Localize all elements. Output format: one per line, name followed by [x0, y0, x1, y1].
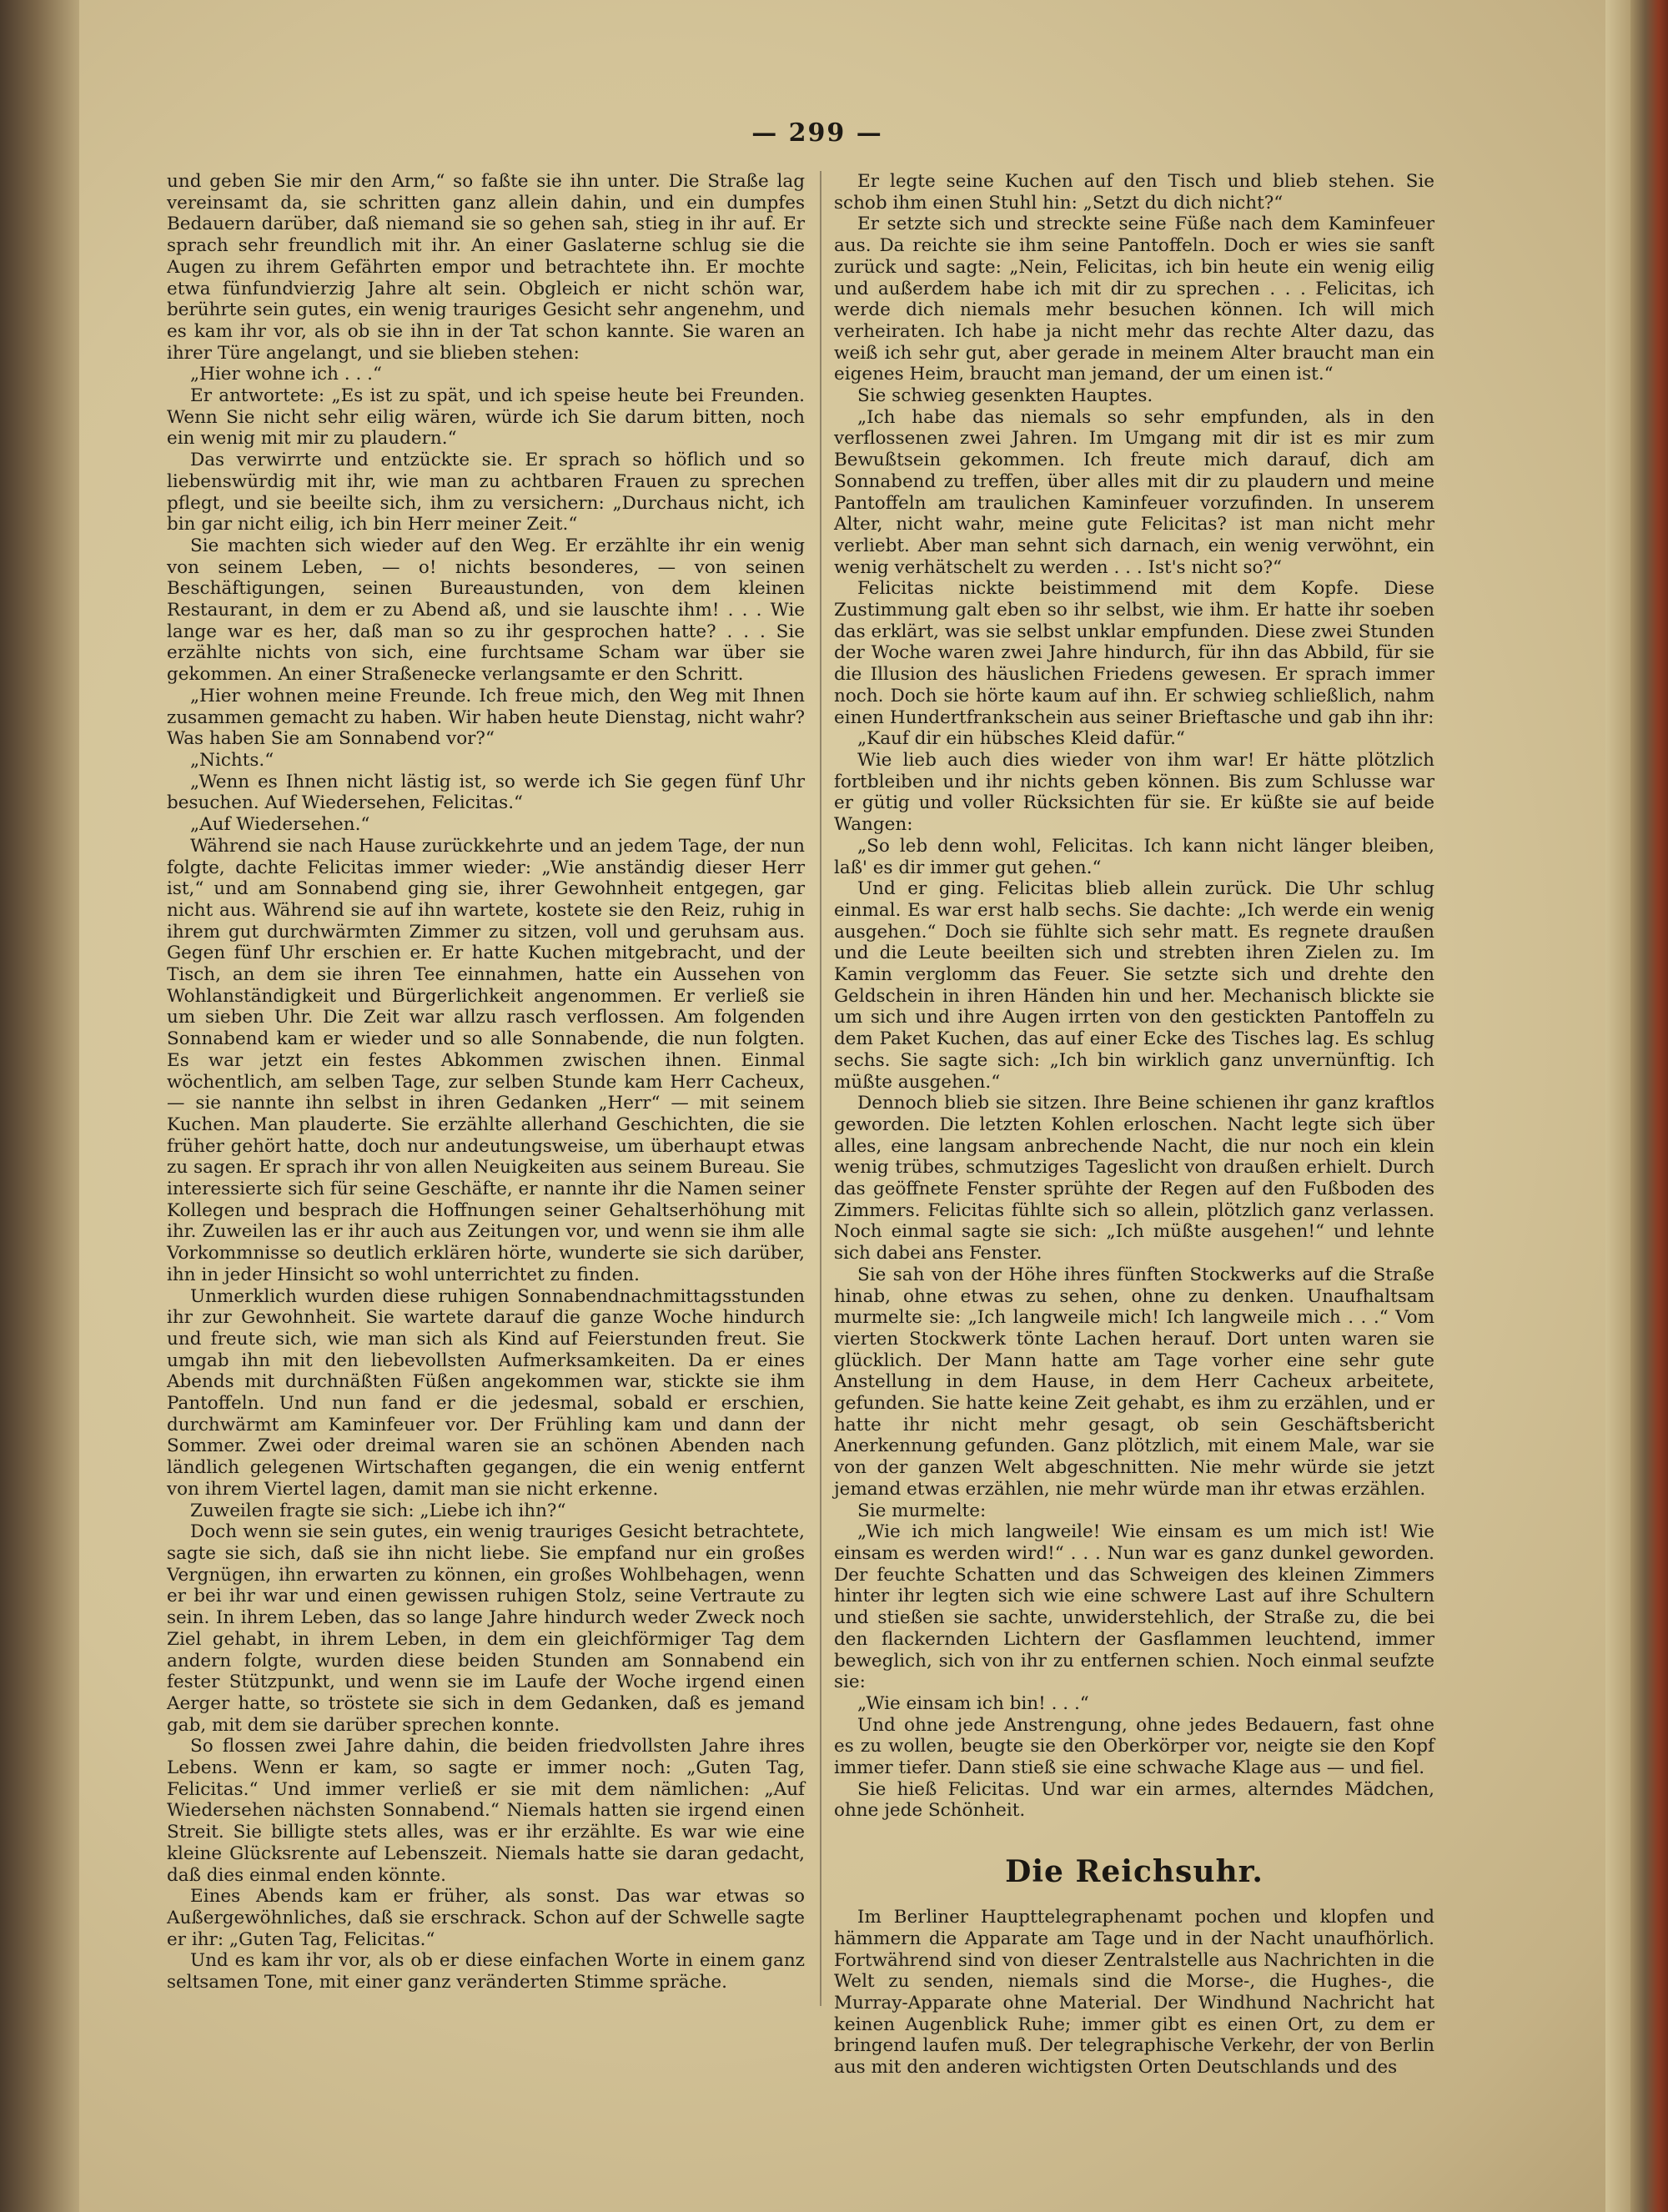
paragraph: „Wenn es Ihnen nicht lästig ist, so werde ich Sie gegen fünf Uhr besuchen. Auf Wiedersehen, Felicitas.“	[167, 771, 805, 814]
paragraph: Er legte seine Kuchen auf den Tisch und blieb stehen. Sie schob ihm einen Stuhl hin: „Setzt du dich nicht?“	[834, 171, 1434, 214]
paragraph: Er antwortete: „Es ist zu spät, und ich speise heute bei Freunden. Wenn Sie nicht sehr eilig wären, würde ich Sie darum bitten, noch ein wenig mit mir zu plaudern.“	[167, 385, 805, 450]
paragraph: „Nichts.“	[190, 749, 274, 771]
paragraph: „Hier wohne ich . . .“	[190, 364, 382, 385]
paragraph: Das verwirrte und entzückte sie. Er sprach so höflich und so liebenswürdig mit ihr, wie man zu achtbaren Frauen zu sprechen pflegt, und sie beeilte sich, ihm zu versichern: „Durchaus nicht, ich bin gar nicht eilig, ich bin Herr meiner Zeit.“	[167, 450, 805, 535]
page-edge	[1605, 0, 1630, 2212]
paragraph: „So leb denn wohl, Felicitas. Ich kann nicht länger bleiben, laß' es dir immer gut gehen.“	[834, 835, 1434, 878]
paragraph: „Ich habe das niemals so sehr empfunden, als in den verflossenen zwei Jahren. Im Umgang mit dir ist es mir zum Bewußtsein gekommen. Ich freute mich darauf, dich am Sonnabend zu treffen, über alles mit dir zu plaudern und meine Pantoffeln am traulichen Kaminfeuer vorzufinden. In unserem Alter, nicht wahr, meine gute Felicitas? ist man nicht mehr verliebt. Aber man sehnt sich darnach, ein wenig verwöhnt, ein wenig verhätschelt zu werden . . . Ist's nicht so?“	[834, 406, 1434, 578]
paragraph: „Kauf dir ein hübsches Kleid dafür.“	[857, 728, 1185, 750]
paragraph: „Auf Wiedersehen.“	[190, 814, 370, 836]
paragraph: Er setzte sich und streckte seine Füße nach dem Kaminfeuer aus. Da reichte sie ihm seine Pantoffeln. Doch er wies sie sanft zurück und sagte: „Nein, Felicitas, ich bin heute ein wenig eilig und außerdem habe ich mit dir zu sprechen . . . Felicitas, ich werde dich niemals mehr besuchen können. Ich will mich verheiraten. Ich habe ja nicht mehr das rechte Alter dazu, das weiß ich sehr gut, aber gerade in meinem Alter braucht man ein eigenes Heim, braucht man jemand, der um einen ist.“	[834, 214, 1434, 385]
paragraph: Und ohne jede Anstrengung, ohne jedes Bedauern, fast ohne es zu wollen, beugte sie den Oberkörper vor, neigte sie den Kopf immer tiefer. Dann stieß sie eine schwache Klage aus — und fiel.	[834, 1714, 1434, 1779]
paragraph: und geben Sie mir den Arm,“ so faßte sie ihn unter. Die Straße lag vereinsamt da, sie schritten ganz allein dahin, und ein dumpfes Bedauern darüber, daß niemand sie so gehen sah, stieg in ihr auf. Er sprach sehr freundlich mit ihr. An einer Gaslaterne schlug sie die Augen zu ihrem Gefährten empor und betrachtete ihn. Er mochte etwa fünfundvierzig Jahre alt sein. Obgleich er nicht schön war, berührte sein gutes, ein wenig trauriges Gesicht sehr angenehm, und es kam ihr vor, als ob sie ihn in der Tat schon kannte. Sie waren an ihrer Türe angelangt, und sie blieben stehen:	[167, 171, 805, 364]
paragraph: Sie machten sich wieder auf den Weg. Er erzählte ihr ein wenig von seinem Leben, — o! nichts besonderes, — von seinen Beschäftigungen, seinen Bureaustunden, von dem kleinen Restaurant, in dem er zu Abend aß, und sie lauschte ihm! . . . Wie lange war es her, daß man so zu ihr gesprochen hatte? . . . Sie erzählte nichts von sich, eine furchtsame Scham war über sie gekommen. An einer Straßenecke verlangsamte er den Schritt.	[167, 535, 805, 686]
paragraph: Felicitas nickte beistimmend mit dem Kopfe. Diese Zustimmung galt eben so ihr selbst, wie ihm. Er hatte ihr soeben das erklärt, was sie selbst unklar empfunden. Diese zwei Stunden der Woche waren zwei Jahre hindurch, für ihn das Abbild, für sie die Illusion des häuslichen Friedens gewesen. Er sprach immer noch. Doch sie hörte kaum auf ihn. Er schwieg schließlich, nahm einen Hundertfrankschein aus seiner Brieftasche und gab ihn ihr:	[834, 578, 1434, 728]
column-divider	[820, 171, 821, 2006]
paragraph: Und es kam ihr vor, als ob er diese einfachen Worte in einem ganz seltsamen Tone, mit einer ganz veränderten Stimme spräche.	[167, 1950, 805, 1993]
paragraph: Und er ging. Felicitas blieb allein zurück. Die Uhr schlug einmal. Es war erst halb sechs. Sie dachte: „Ich werde ein wenig ausgehen.“ Doch sie fühlte sich sehr matt. Es regnete draußen und die Leute beeilten sich und strebten ihren Zielen zu. Im Kamin verglomm das Feuer. Sie setzte sich und drehte den Geldschein in ihren Händen hin und her. Mechanisch blickte sie um sich und ihre Augen irrten von den gestickten Pantoffeln zu dem Paket Kuchen, das auf einer Ecke des Tisches lag. Es schlug sechs. Sie sagte sich: „Ich bin wirklich ganz unvernünftig. Ich müßte ausgehen.“	[834, 878, 1434, 1093]
paragraph: Eines Abends kam er früher, als sonst. Das war etwas so Außergewöhnliches, daß sie erschrack. Schon auf der Schwelle sagte er ihr: „Guten Tag, Felicitas.“	[167, 1886, 805, 1950]
paragraph: „Wie einsam ich bin! . . .“	[857, 1692, 1089, 1714]
paragraph: Sie murmelte:	[857, 1500, 987, 1521]
paragraph: Dennoch blieb sie sitzen. Ihre Beine schienen ihr ganz kraftlos geworden. Die letzten Kohlen erloschen. Nacht legte sich über alles, eine langsam anbrechende Nacht, die nur noch ein klein wenig trübes, schmutziges Tageslicht von draußen erhielt. Durch das geöffnete Fenster sprühte der Regen auf den Fußboden des Zimmers. Felicitas fühlte sich so allein, plötzlich ganz verlassen. Noch einmal sagte sie sich: „Ich müßte ausgehen!“ und lehnte sich dabei ans Fenster.	[834, 1093, 1434, 1264]
paragraph: Wie lieb auch dies wieder von ihm war! Er hätte plötzlich fortbleiben und ihr nichts geben können. Bis zum Schlusse war er gütig und voller Rücksichten für sie. Er küßte sie auf beide Wangen:	[834, 749, 1434, 836]
book-gutter	[0, 0, 79, 2212]
paragraph: Sie hieß Felicitas. Und war ein armes, alterndes Mädchen, ohne jede Schönheit.	[834, 1778, 1434, 1822]
paragraph: Unmerklich wurden diese ruhigen Sonnabendnachmittagsstunden ihr zur Gewohnheit. Sie wartete darauf die ganze Woche hindurch und freute sich, wie man sich als Kind auf Feierstunden freut. Sie umgab ihn mit den liebevollsten Aufmerksamkeiten. Da er eines Abends mit durchnäßten Füßen angekommen war, stickte sie ihm Pantoffeln. Und nun fand er die jedesmal, sobald er erschien, durchwärmt am Kaminfeuer vor. Der Frühling kam und dann der Sommer. Zwei oder dreimal waren sie an schönen Abenden nach ländlich gelegenen Wirtschaften gegangen, die ein wenig entfernt von ihrem Viertel lagen, damit man sie nicht erkenne.	[167, 1285, 805, 1500]
right-column	[834, 171, 1434, 2079]
book-binding-edge	[1630, 0, 1668, 2212]
story-continuation	[834, 171, 1434, 1822]
article-title: Die Reichsuhr.	[1005, 1854, 1264, 1890]
paragraph: Zuweilen fragte sie sich: „Liebe ich ihn?“	[190, 1500, 566, 1521]
paragraph: Im Berliner Haupttelegraphenamt pochen und klopfen und hämmern die Apparate am Tage und in der Nacht unaufhörlich. Fortwährend sind von dieser Zentralstelle aus Nachrichten in die Welt zu senden, niemals sind die Morse-, die Hughes-, die Murray-Apparate ohne Material. Der Windhund Nachricht hat keinen Augenblick Ruhe; immer gibt es einen Ort, zu dem er bringend laufen muß. Der telegraphische Verkehr, der von Berlin aus mit den anderen wichtigsten Orten Deutschlands und des	[834, 1907, 1434, 2079]
paragraph: Sie sah von der Höhe ihres fünften Stockwerks auf die Straße hinab, ohne etwas zu sehen, ohne zu denken. Unaufhaltsam murmelte sie: „Ich langweile mich! Ich langweile mich . . .“ Vom vierten Stockwerk tönte Lachen herauf. Dort unten waren sie glücklich. Der Mann hatte am Tage vorher eine sehr gute Anstellung in dem Hause, in dem Herr Cacheux arbeitete, gefunden. Sie hatte keine Zeit gehabt, es ihm zu erzählen, und er hatte ihr nicht mehr gesagt, ob sein Geschäftsbericht Anerkennung gefunden. Ganz plötzlich, mit einem Male, war sie von der ganzen Welt abgeschnitten. Nie mehr würde sie jetzt jemand etwas erzählen, nie mehr würde man ihr etwas erzählen.	[834, 1264, 1434, 1500]
paragraph: Sie schwieg gesenkten Hauptes.	[857, 385, 1153, 407]
paragraph: Doch wenn sie sein gutes, ein wenig trauriges Gesicht betrachtete, sagte sie sich, daß sie ihn nicht liebe. Sie empfand nur ein großes Vergnügen, ihn erwarten zu können, ein großes Wohlbehagen, wenn er bei ihr war und einen gewissen ruhigen Stolz, seine Vertraute zu sein. In ihrem Leben, das so lange Jahre hindurch weder Zweck noch Ziel gehabt, in ihrem Leben, in dem ein gleichförmiger Tag dem andern folgte, wurden diese beiden Stunden am Sonnabend ein fester Stützpunkt, und wenn sie im Laufe der Woche irgend einen Aerger hatte, so tröstete sie sich in dem Gedanken, daß es jemand gab, mit dem sie darüber sprechen konnte.	[167, 1521, 805, 1736]
paragraph: „Wie ich mich langweile! Wie einsam es um mich ist! Wie einsam es werden wird!“ . . . Nun war es ganz dunkel geworden. Der feuchte Schatten und das Schweigen des kleinen Zimmers hinter ihr legten sich wie eine schwere Last auf ihre Schultern und stießen sie sachte, unwiderstehlich, der Straße zu, die bei den flackernden Lichtern der Gasflammen leuchtend, immer beweglich, sich von ihr zu entfernen schien. Noch einmal seufzte sie:	[834, 1521, 1434, 1693]
left-column	[167, 171, 805, 1993]
paragraph: So flossen zwei Jahre dahin, die beiden friedvollsten Jahre ihres Lebens. Wenn er kam, so sagte er immer noch: „Guten Tag, Felicitas.“ Und immer verließ er sie mit dem nämlichen: „Auf Wiedersehen nächsten Sonnabend.“ Niemals hatten sie irgend einen Streit. Sie billigte stets alles, was er ihr erzählte. Es war wie eine kleine Glücksrente auf Lebenszeit. Niemals hatte sie daran gedacht, daß dies einmal enden könnte.	[167, 1736, 805, 1886]
paragraph: „Hier wohnen meine Freunde. Ich freue mich, den Weg mit Ihnen zusammen gemacht zu haben. Wir haben heute Dienstag, nicht wahr? Was haben Sie am Sonnabend vor?“	[167, 685, 805, 750]
paragraph: Während sie nach Hause zurückkehrte und an jedem Tage, der nun folgte, dachte Felicitas immer wieder: „Wie anständig dieser Herr ist,“ und am Sonnabend ging sie, ihrer Gewohnheit entgegen, gar nicht aus. Während sie auf ihn wartete, kostete sie den Reiz, ruhig in ihrem gut durchwärmten Zimmer zu sitzen, voll und geruhsam aus. Gegen fünf Uhr erschien er. Er hatte Kuchen mitgebracht, und der Tisch, an dem sie ihren Tee einnahmen, hatte ein Aussehen von Wohlanständigkeit und Bürgerlichkeit angenommen. Er verließ sie um sieben Uhr. Die Zeit war allzu rasch verflossen. Am folgenden Sonnabend kam er wieder und so alle Sonnabende, die nun folgten. Es war jetzt ein festes Abkommen zwischen ihnen. Einmal wöchentlich, am selben Tage, zur selben Stunde kam Herr Cacheux, — sie nannte ihn selbst in ihren Gedanken „Herr“ — mit seinem Kuchen. Man plauderte. Sie erzählte allerhand Geschichten, die sie früher gehört hatte, doch nur andeutungsweise, um überhaupt etwas zu sagen. Er sprach ihr von allen Neuigkeiten aus seinem Bureau. Sie interessierte sich für seine Geschäfte, er nannte ihr die Namen seiner Kollegen und besprach die Hoffnungen seiner Gehaltserhöhung mit ihr. Zuweilen las er ihr auch aus Zeitungen vor, und wenn sie ihm alle Vorkommnisse so deutlich erklären hörte, wunderte sie sich darüber, ihn in jeder Hinsicht so wohl unterrichtet zu finden.	[167, 835, 805, 1285]
article-body	[834, 1907, 1434, 2079]
page-number: — 299 —	[751, 118, 883, 148]
